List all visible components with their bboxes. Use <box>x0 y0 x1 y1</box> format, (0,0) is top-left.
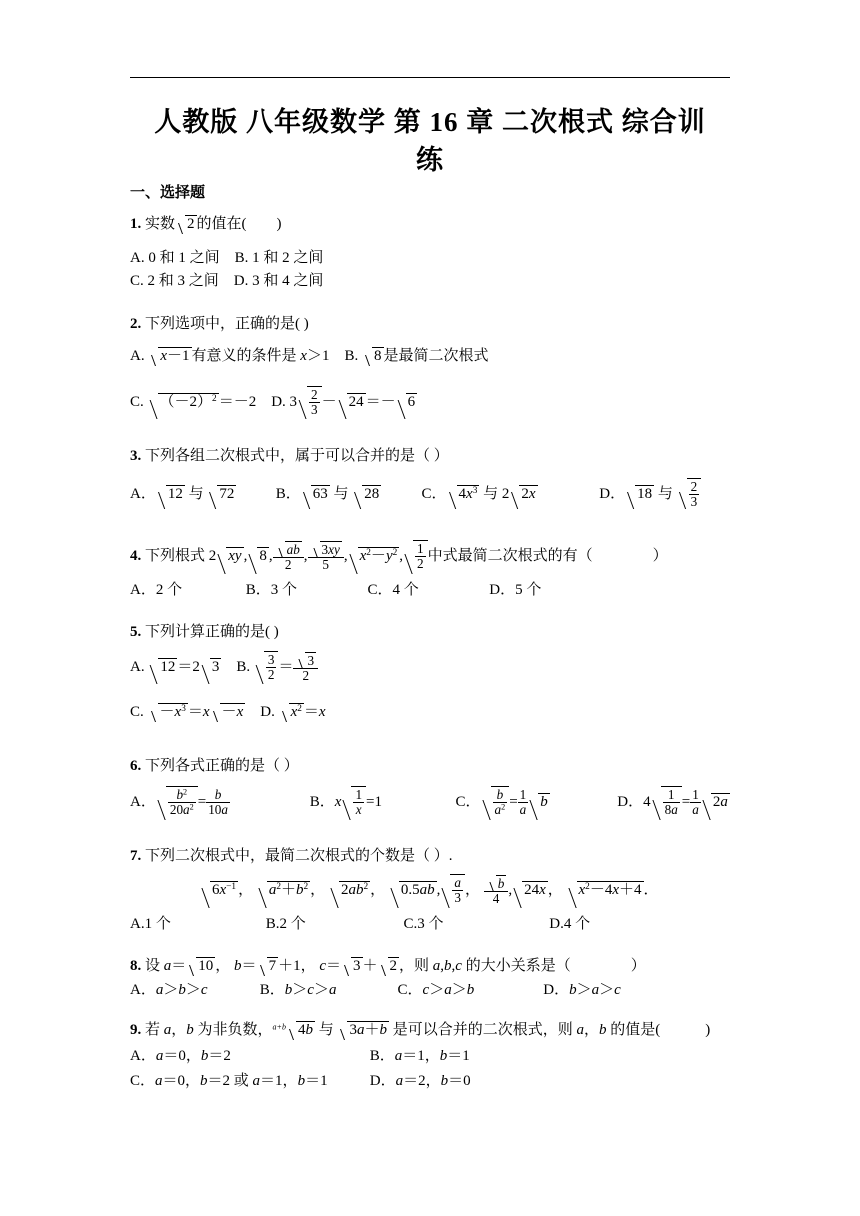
option-b: B． 63 与 28 <box>276 479 418 509</box>
question-7-expression: $6x^{-1}$ ， $a^2+b^2$ ， $2ab^2$ ， 0.5ab , $\frac{a}{3}$ ， $\frac{b}{4}$ , 24x ， $x^2-4x+4$ ． <box>200 872 659 908</box>
question-stem: 下列各式正确的是（ ） <box>145 758 299 774</box>
question-4-options <box>130 580 541 600</box>
question-9 <box>130 1020 710 1040</box>
option-a: A. x－1 有意义的条件是 x＞1 <box>130 348 330 364</box>
header-rule <box>130 77 730 78</box>
question-4 <box>130 538 668 574</box>
question-6 <box>130 756 299 776</box>
option-b: B．a＝1，b＝1 <box>369 1048 470 1064</box>
option-a: A.1 个 <box>130 916 171 932</box>
question-3 <box>130 446 449 466</box>
question-stem: 下列选项中，正确的是( ) <box>145 316 309 332</box>
question-stem: 下列根式 2 xy , 8 , $\frac{ab}{2}$ , $\frac{3xy}{5}$ , $x^2-y^2$ , $\frac{1}{2}$ 中式最简二次根式的有（ ） <box>145 548 668 564</box>
option-b: B. 8 是最简二次根式 <box>344 348 489 364</box>
question-number: 7. <box>130 848 142 864</box>
option-b: B．b＞c＞a <box>259 982 337 998</box>
option-d: D．b＞a＞c <box>543 982 621 998</box>
option-a: A. 0 和 1 之间 <box>130 250 220 266</box>
question-number: 3. <box>130 448 142 464</box>
question-7 <box>130 846 453 866</box>
section-heading: 一、选择题 <box>130 183 206 201</box>
option-d: D．4 $\frac{1}{8a}$ = $\frac{1}{a}$ 2a <box>617 784 730 820</box>
question-stem: 实数 2 的值在( ) <box>145 216 282 232</box>
question-stem: 若 a，b 为非负数，$^{a+b}$ 4b 与 3a＋b 是可以合并的二次根式，则 a，b 的值是( ) <box>145 1022 711 1038</box>
question-number: 8. <box>130 958 142 974</box>
option-d: D. 3 $\frac{2}{3}$ － 24 ＝－ 6 <box>271 394 417 410</box>
question-stem: 设 a＝ 10 ， b＝ 7 ＋1， c＝ 3 ＋ 2 ，则 a,b,c 的大小关系是（ ） <box>145 958 646 974</box>
question-number: 6. <box>130 758 142 774</box>
option-c: C． $4x^3$ 与 2 2x <box>422 479 596 509</box>
page-title <box>130 103 730 179</box>
option-c: C．4 个 <box>367 582 419 598</box>
question-number: 9. <box>130 1022 142 1038</box>
question-number: 5. <box>130 624 142 640</box>
page-title-line-1: 人教版 八年级数学 第 16 章 二次根式 综合训 <box>154 107 706 137</box>
question-8-options <box>130 980 621 1000</box>
question-number: 1. <box>130 216 142 232</box>
option-a: A． $\frac{b^2}{20a^2}$ = $\frac{b}{10a}$ <box>130 784 306 820</box>
option-a: A． 12 与 72 <box>130 479 272 509</box>
question-1-options-row-2 <box>130 271 323 291</box>
option-a: A．a＝0，b＝2 <box>130 1048 231 1064</box>
option-c: C． $\frac{b}{a^2}$ = $\frac{1}{a}$ b <box>456 784 614 820</box>
page-title-line-2: 练 <box>416 145 444 175</box>
option-d: D. $x^2 =x$ <box>260 703 326 720</box>
question-2-options-row-1 <box>130 346 489 366</box>
question-stem: 下列各组二次根式中，属于可以合并的是（ ） <box>145 448 449 464</box>
option-b: B. 1 和 2 之间 <box>234 250 324 266</box>
question-stem: 下列二次根式中，最简二次根式的个数是（ ）. <box>145 848 453 864</box>
question-2 <box>130 314 309 334</box>
question-number: 2. <box>130 316 142 332</box>
option-c: C．a＝0，b＝2 或 a＝1，b＝1 <box>130 1073 328 1089</box>
question-1-options-row-1 <box>130 248 323 268</box>
question-8 <box>130 956 646 976</box>
question-stem: 下列计算正确的是( ) <box>145 624 279 640</box>
question-3-options <box>130 478 701 509</box>
question-2-options-row-2 <box>130 385 417 419</box>
option-a: A. 12 ＝2 3 <box>130 659 221 675</box>
question-6-options <box>130 784 730 820</box>
question-9-options-row-1 <box>130 1046 470 1066</box>
option-a: A．2 个 <box>130 582 183 598</box>
option-c: C．c＞a＞b <box>397 982 475 998</box>
option-c: C. $-x^3 =x -x$ <box>130 703 244 720</box>
question-5 <box>130 622 279 642</box>
question-1 <box>130 214 282 234</box>
option-d: D. 3 和 4 之间 <box>233 273 324 289</box>
option-c: C. 2 和 3 之间 <box>130 273 219 289</box>
option-b: B．x $\frac{1}{x}$ =1 <box>310 784 452 820</box>
option-d: D．5 个 <box>489 582 542 598</box>
option-c: C. $(-2)^2 =-2$ <box>130 394 256 410</box>
question-5-options-row-2 <box>130 702 326 722</box>
question-number: 4. <box>130 548 142 564</box>
question-5-options-row-1 <box>130 650 318 684</box>
option-d: D.4 个 <box>549 916 591 932</box>
option-d: D． 18 与 $\frac{2}{3}$ <box>599 478 701 509</box>
option-b: B．3 个 <box>245 582 298 598</box>
option-c: C.3 个 <box>403 916 444 932</box>
option-d: D．a＝2，b＝0 <box>369 1073 471 1089</box>
question-7-options <box>130 914 590 934</box>
option-a: A．a＞b＞c <box>130 982 208 998</box>
option-b: B.2 个 <box>265 916 306 932</box>
option-b: B. $\frac{3}{2}$ ＝ $\frac{3}{2}$ <box>236 659 318 675</box>
question-9-options-row-2 <box>130 1071 471 1091</box>
